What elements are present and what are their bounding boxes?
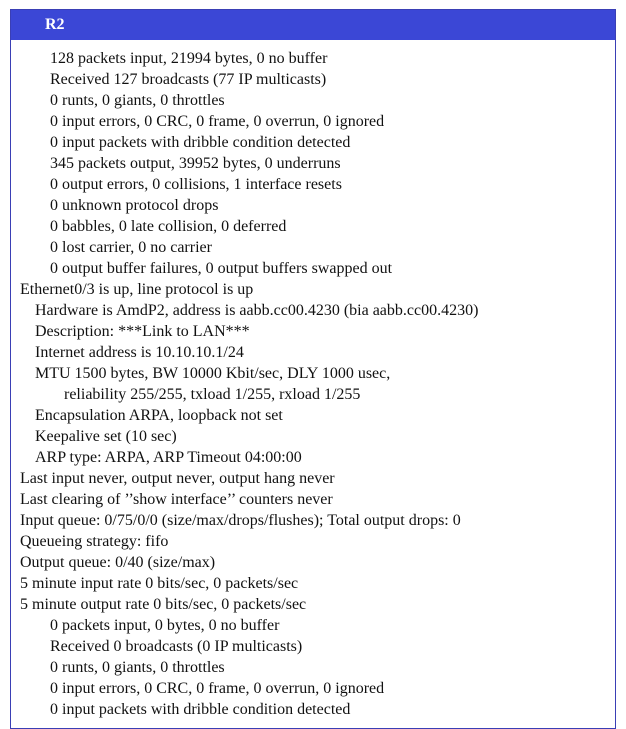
terminal-line: Input queue: 0/75/0/0 (size/max/drops/flushes); Total output drops: 0 <box>20 512 461 529</box>
terminal-line: 5 minute output rate 0 bits/sec, 0 packets/sec <box>20 596 307 613</box>
terminal-line: Queueing strategy: fifo <box>20 533 169 550</box>
terminal-line: 0 input packets with dribble condition detected <box>50 701 351 718</box>
terminal-line: 0 babbles, 0 late collision, 0 deferred <box>50 218 287 235</box>
terminal-line: Keepalive set (10 sec) <box>35 428 177 445</box>
terminal-line: 0 runts, 0 giants, 0 throttles <box>50 92 225 109</box>
terminal-line: Ethernet0/3 is up, line protocol is up <box>20 281 254 298</box>
terminal-output <box>11 40 615 720</box>
terminal-window <box>10 9 616 729</box>
terminal-line: Received 0 broadcasts (0 IP multicasts) <box>50 638 303 655</box>
terminal-line: Internet address is 10.10.10.1/24 <box>35 344 244 361</box>
terminal-line: 0 lost carrier, 0 no carrier <box>50 239 212 256</box>
terminal-line: 0 unknown protocol drops <box>50 197 219 214</box>
terminal-line: 0 packets input, 0 bytes, 0 no buffer <box>50 617 280 634</box>
terminal-line: 0 input errors, 0 CRC, 0 frame, 0 overrun, 0 ignored <box>50 113 385 130</box>
terminal-line: Description: ***Link to LAN*** <box>35 323 250 340</box>
terminal-line: Hardware is AmdP2, address is aabb.cc00.4230 (bia aabb.cc00.4230) <box>35 302 479 319</box>
terminal-line: Last input never, output never, output hang never <box>20 470 335 487</box>
terminal-line: Received 127 broadcasts (77 IP multicasts) <box>50 71 327 88</box>
terminal-line: reliability 255/255, txload 1/255, rxload 1/255 <box>64 386 361 403</box>
terminal-line: 0 runts, 0 giants, 0 throttles <box>50 659 225 676</box>
terminal-line: 0 input errors, 0 CRC, 0 frame, 0 overrun, 0 ignored <box>50 680 385 697</box>
terminal-line: 345 packets output, 39952 bytes, 0 underruns <box>50 155 341 172</box>
terminal-line: 0 output buffer failures, 0 output buffers swapped out <box>50 260 393 277</box>
terminal-line: Encapsulation ARPA, loopback not set <box>35 407 283 424</box>
terminal-line: 128 packets input, 21994 bytes, 0 no buffer <box>50 50 328 67</box>
terminal-line: 5 minute input rate 0 bits/sec, 0 packets/sec <box>20 575 299 592</box>
terminal-line: 0 input packets with dribble condition detected <box>50 134 351 151</box>
terminal-line: Output queue: 0/40 (size/max) <box>20 554 216 571</box>
terminal-line: 0 output errors, 0 collisions, 1 interface resets <box>50 176 342 193</box>
window-title: R2 <box>11 10 615 40</box>
terminal-line: Last clearing of ’’show interface’’ counters never <box>20 491 333 508</box>
terminal-line: MTU 1500 bytes, BW 10000 Kbit/sec, DLY 1000 usec, <box>35 365 391 382</box>
terminal-line: ARP type: ARPA, ARP Timeout 04:00:00 <box>35 449 302 466</box>
